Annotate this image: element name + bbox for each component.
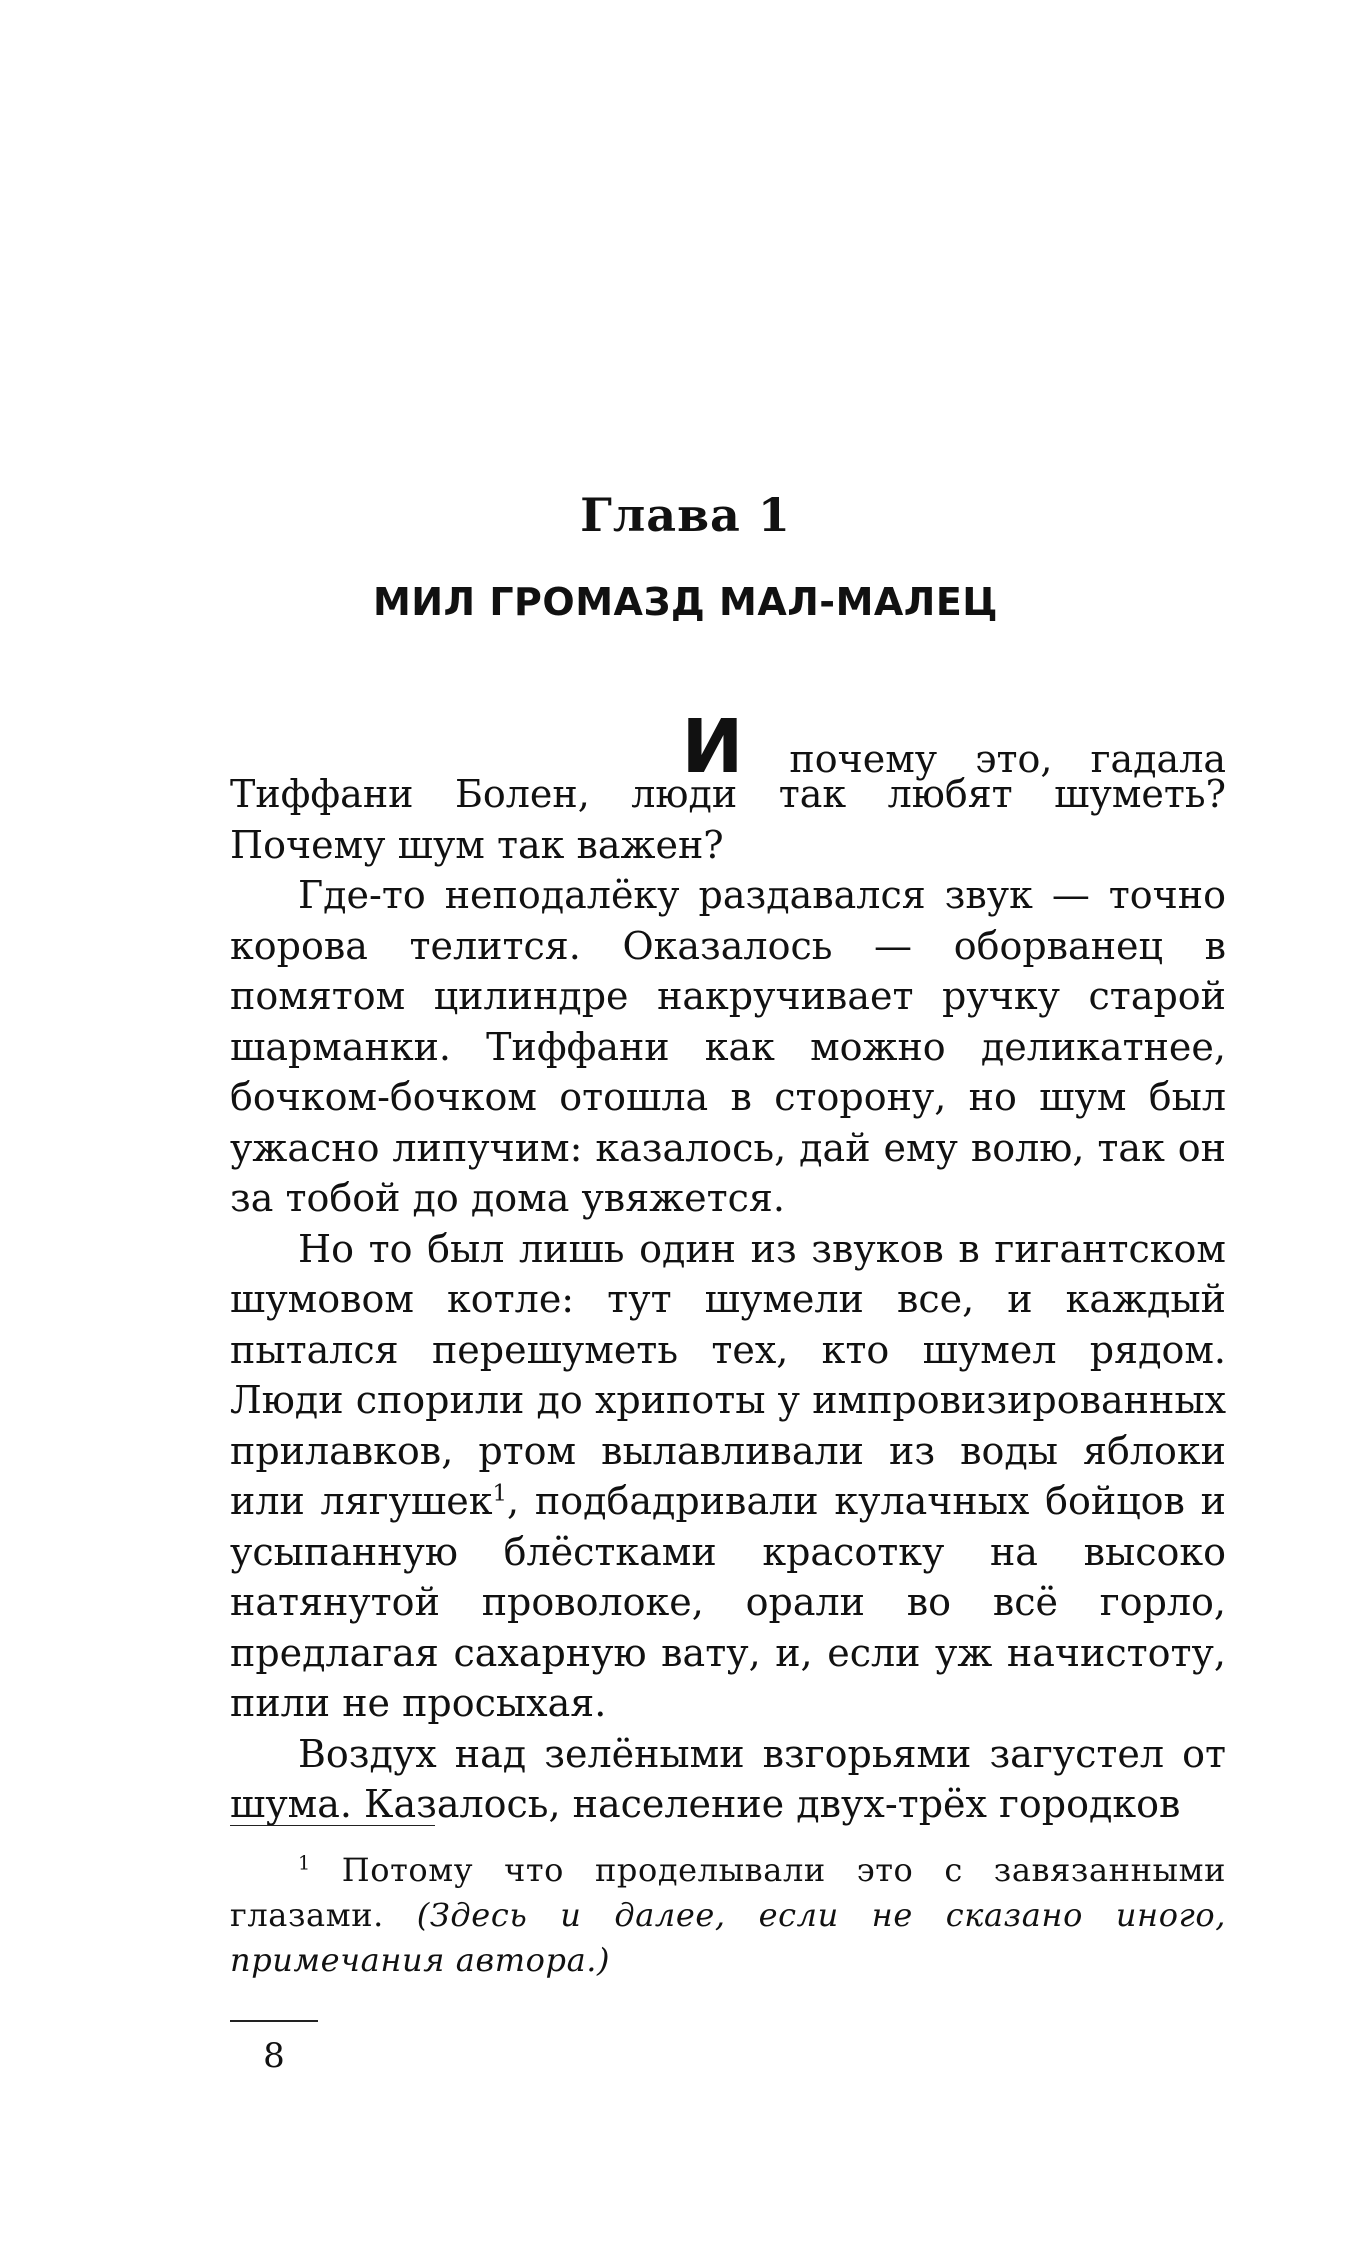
body-text [230, 704, 1226, 1830]
opening-line [230, 704, 1226, 790]
paragraph-3-end: , подбадривали кулачных бойцов и усыпанную блёстками красотку на высоко натянутой проволоке, орали во всё горло, предлагая сахарную вату, и, если уж начистоту, пили не просыхая. [230, 1479, 1226, 1725]
paragraph-1: Тиффани Болен, люди так любят шуметь? Почему шум так важен? [230, 772, 1226, 867]
drop-initial: И [681, 704, 744, 790]
paragraph-3 [230, 1224, 1226, 1729]
opening-line-text: почему это, гадала [789, 737, 1226, 781]
paragraph-3-start: Но то был лишь один из звуков в гигантском шумовом котле: тут шумели все, и каждый пытался перешуметь тех, кто шумел рядом. Люди спорили до хрипоты у импровизированных прилавков, ртом вылавливали из воды яблоки или лягушек [230, 1226, 1226, 1523]
chapter-number: Глава 1 [580, 488, 791, 542]
page-number: 8 [263, 2036, 285, 2076]
footnote-reference: 1 [492, 1480, 508, 1507]
paragraph-4: Воздух над зелёными взгорьями загустел от шума. Казалось, население двух-трёх городков [230, 1731, 1226, 1826]
paragraph-2: Где-то неподалёку раздавался звук — точно корова телится. Оказалось — оборванец в помятом цилиндре накручивает ручку старой шарманки. Тиффани как можно деликатнее, бочком-бочком отошла в сторону, но шум был ужасно липучим: казалось, дай ему волю, так он за тобой до дома увяжется. [230, 873, 1226, 1220]
footnote [230, 1848, 1226, 1983]
footnote-italic-note: (Здесь и далее, если не сказано иного, примечания автора.) [230, 1896, 1226, 1979]
footnote-text: Потому что проделывали это с завязанными глазами. [230, 1851, 1226, 1934]
page-number-rule [230, 2020, 318, 2022]
chapter-title: МИЛ ГРОМАЗД МАЛ-МАЛЕЦ [372, 580, 999, 624]
footnote-marker: 1 [298, 1851, 311, 1875]
footnote-divider [230, 1825, 435, 1826]
